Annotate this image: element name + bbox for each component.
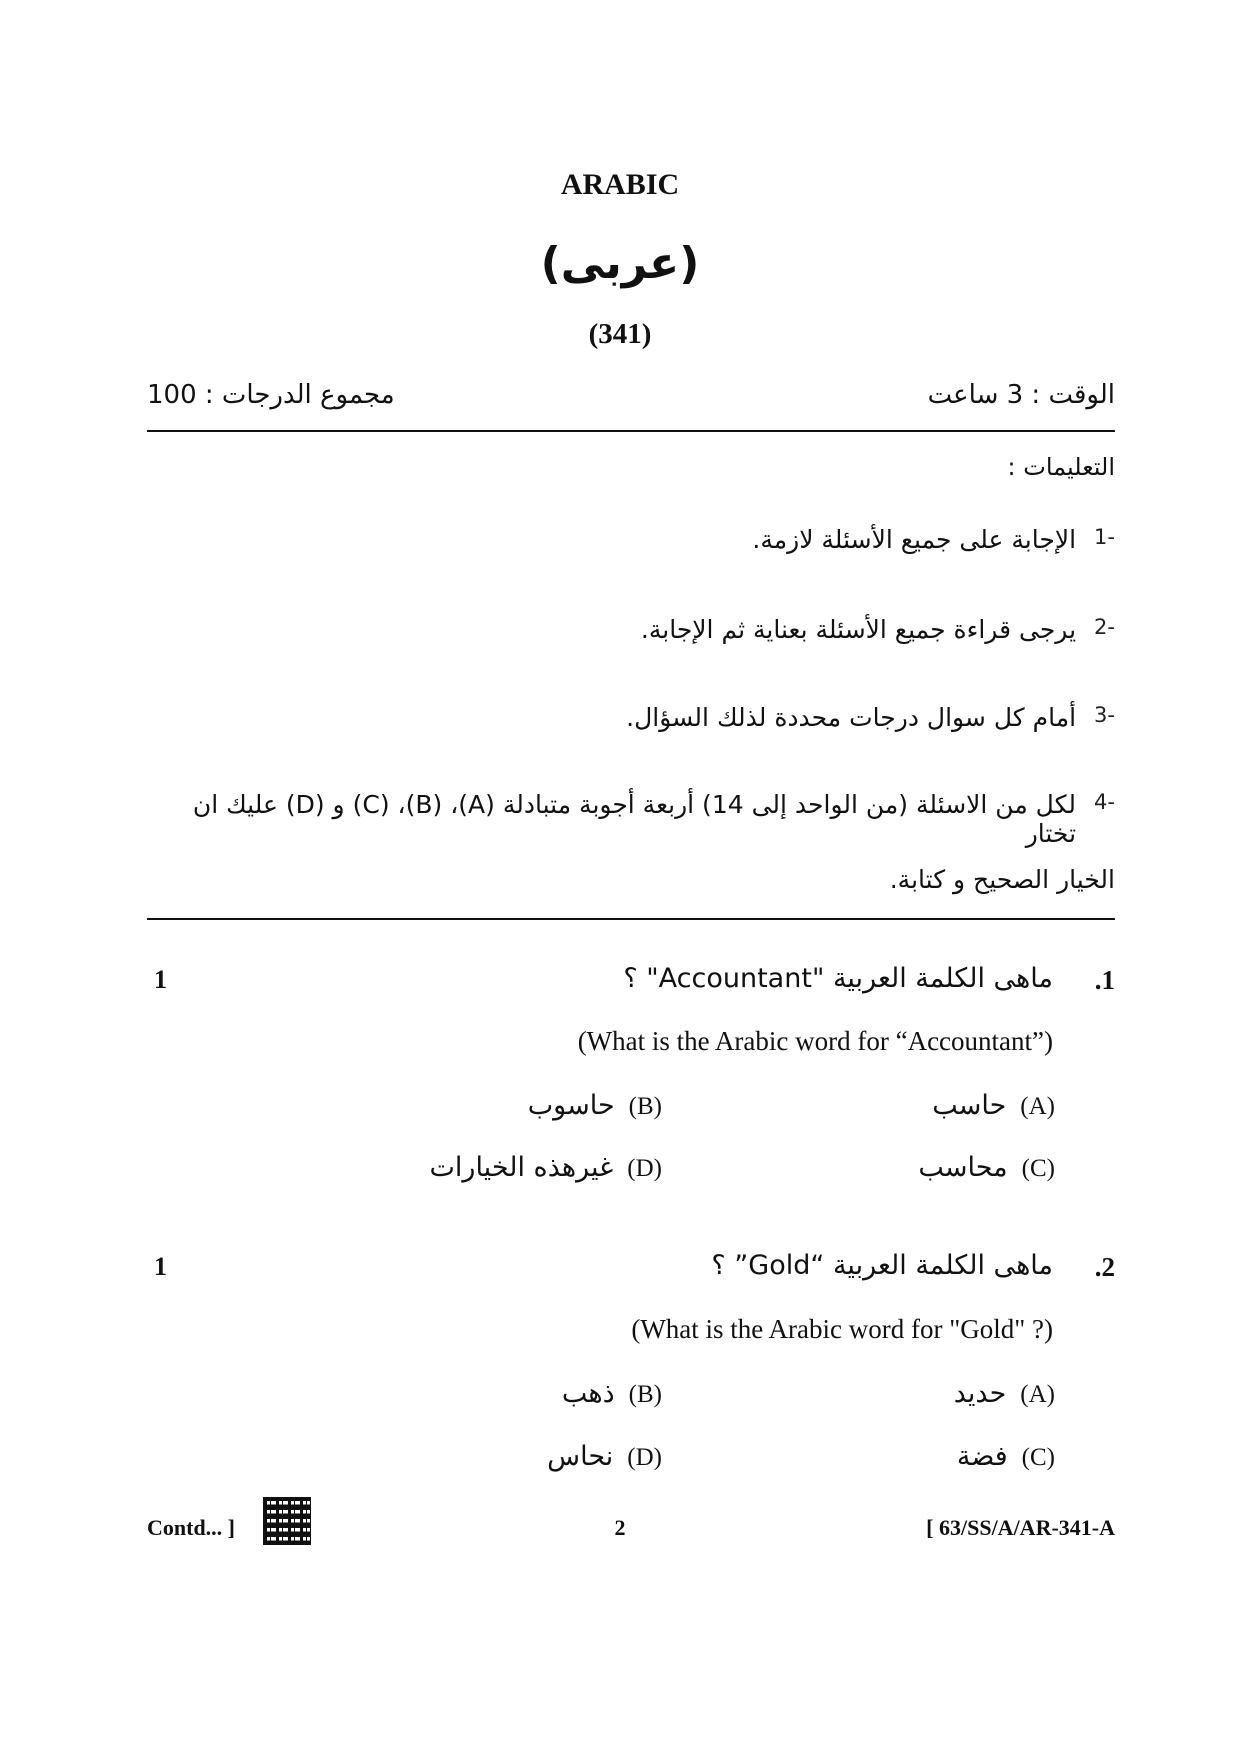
instruction-number: -1 [1094,525,1115,549]
paper-code: [ 63/SS/A/AR-341-A [926,1515,1115,1540]
question-text-arabic: ماهى الكلمة العربية "Accountant" ؟ [623,963,1053,994]
option-letter: (A) [1020,1093,1055,1120]
instruction-text: أمام كل سوال درجات محددة لذلك السؤال. [626,703,1077,732]
option-text: ذهب [561,1378,615,1409]
instructions-heading: التعليمات : [1007,453,1115,481]
option-d [547,1441,662,1472]
question-marks: 1 [154,1252,167,1281]
option-a [954,1378,1055,1409]
question-number: .1 [1094,965,1115,995]
question-text-english: (What is the Arabic word for "Gold" ?) [631,1314,1053,1344]
question-number: .2 [1094,1252,1115,1282]
option-text: حديد [953,1378,1007,1409]
instruction-item [626,703,1115,732]
option-letter: (C) [1021,1444,1055,1471]
instruction-item [147,790,1115,848]
option-text: حاسوب [527,1090,615,1121]
total-marks: مجموع الدرجات : 100 [147,380,395,410]
option-d [429,1152,662,1183]
option-b [562,1378,662,1409]
top-divider [147,430,1115,432]
question-text-english: (What is the Arabic word for “Accountant”) [577,1026,1053,1056]
subject-code: (341) [588,318,652,350]
instruction-text: لكل من الاسئلة (من الواحد إلى 14) أربعة أجوبة متبادلة (A)، (B)، (C) و (D) عليك ان تختار [192,790,1077,848]
page-number: 2 [614,1515,626,1540]
option-text: نحاس [547,1441,614,1472]
instruction-text: الإجابة على جميع الأسئلة لازمة. [752,525,1077,554]
option-letter: (D) [627,1155,662,1182]
continued-label: Contd... ] [147,1515,236,1540]
option-letter: (C) [1021,1155,1055,1182]
option-letter: (D) [627,1444,662,1471]
option-c [918,1152,1055,1183]
option-b [528,1090,662,1121]
time-allowed: الوقت : 3 ساعت [927,380,1115,410]
instruction-number: -3 [1094,703,1115,727]
question-marks: 1 [154,965,167,994]
option-letter: (B) [628,1093,662,1120]
option-c [957,1441,1055,1472]
exam-subtitle-arabic: (عربى) [540,238,700,289]
instruction-text: يرجى قراءة جميع الأسئلة بعناية ثم الإجابة. [640,615,1077,644]
question-text-arabic: ماهى الكلمة العربية “Gold” ؟ [711,1250,1053,1281]
instruction-continuation: الخيار الصحيح و كتابة. [889,865,1115,894]
option-letter: (A) [1020,1381,1055,1408]
instructions-divider [147,918,1115,920]
option-a [932,1090,1055,1121]
option-text: فضة [956,1441,1008,1472]
option-text: حاسب [932,1090,1007,1121]
instruction-number: -2 [1094,615,1115,639]
instruction-item [641,615,1115,644]
exam-title: ARABIC [560,168,680,201]
instruction-number: -4 [1094,790,1115,814]
instruction-item [752,525,1115,554]
option-text: محاسب [918,1152,1008,1183]
option-text: غيرهذه الخيارات [429,1152,614,1183]
option-letter: (B) [628,1381,662,1408]
